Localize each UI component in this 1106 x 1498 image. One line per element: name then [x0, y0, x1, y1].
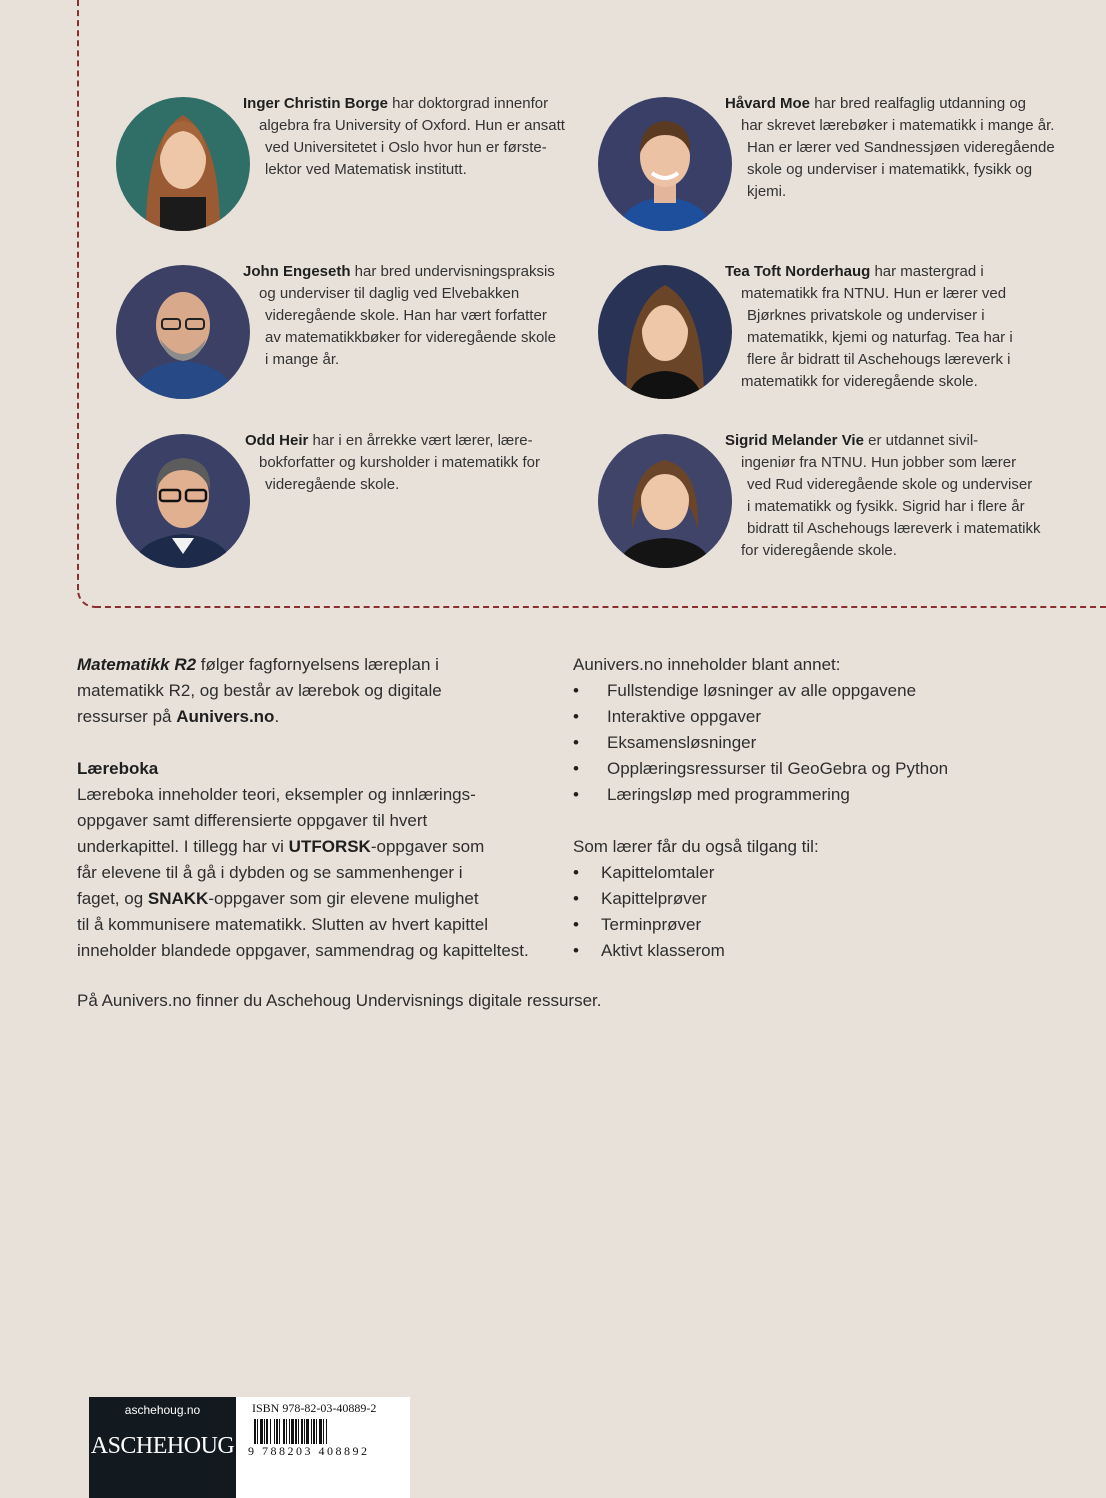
list-item: • Læringsløp med programmering [573, 782, 948, 808]
list-item: • Aktivt klasserom [573, 938, 725, 964]
list-item: • Interaktive oppgaver [573, 704, 948, 730]
list-item: • Kapittelprøver [573, 886, 725, 912]
author-bio: John Engeseth har bred undervisningspraksis og underviser til daglig ved Elvebakken videregående skole. Han har vært forfatter av matematikkbøker for videregående skole i mange år. [243, 263, 556, 368]
intro-paragraph: Matematikk R2 følger fagfornyelsens læreplan i matematikk R2, og består av lærebok og digitale ressurser på Aunivers.no. [77, 655, 442, 726]
dashed-border-corner [77, 588, 99, 608]
laereboka-section: Læreboka Læreboka inneholder teori, eksempler og innlærings- oppgaver samt differensierte oppgaver til hvert underkapittel. I tillegg har vi UTFORSK-oppgaver som får elevene til å gå i dybden og se sammenhenger i faget, og SNAKK-oppgaver som gir elevene mulighet til å kommunisere matematikk. Slutten av hvert kapittel inneholder blandede oppgaver, sammendrag og kapitteltest. [77, 756, 529, 964]
isbn-digits: 9 788203 408892 [248, 1444, 370, 1458]
author-photo [598, 97, 732, 231]
list-item: • Kapittelomtaler [573, 860, 725, 886]
aunivers-list [573, 678, 948, 808]
teacher-intro: Som lærer får du også tilgang til: [573, 837, 819, 856]
author-photo [116, 434, 250, 568]
author-bio: Håvard Moe har bred realfaglig utdanning og har skrevet lærebøker i matematikk i mange år. Han er lærer ved Sandnessjøen videregående skole og underviser i matematikk, fysikk og kjemi. [725, 95, 1055, 200]
dashed-border-bottom [95, 606, 1106, 608]
list-item: • Opplæringsressurser til GeoGebra og Python [573, 756, 948, 782]
author-bio: Odd Heir har i en årrekke vært lærer, lære- bokforfatter og kursholder i matematikk for videregående skole. [245, 432, 540, 493]
author-bio: Tea Toft Norderhaug har mastergrad i matematikk fra NTNU. Hun er lærer ved Bjørknes privatskole og underviser i matematikk, kjemi og naturfag. Tea har i flere år bidratt til Aschehougs læreverk i matematikk for videregående skole. [725, 263, 1013, 390]
aunivers-intro: Aunivers.no inneholder blant annet: [573, 655, 841, 674]
isbn-block [236, 1397, 410, 1498]
publisher-logo: ASCHEHOUG [90, 1433, 235, 1459]
author-photo [116, 97, 250, 231]
list-item: • Terminprøver [573, 912, 725, 938]
isbn-label: ISBN 978-82-03-40889-2 [252, 1401, 377, 1415]
dashed-border-left [77, 0, 79, 590]
author-bio: Sigrid Melander Vie er utdannet sivil- ingeniør fra NTNU. Hun jobber som lærer ved Rud videregående skole og underviser i matematikk og fysikk. Sigrid har i flere år bidratt til Aschehougs læreverk i matematikk for videregående skole. [725, 432, 1041, 559]
author-photo [598, 434, 732, 568]
section-heading: Læreboka [77, 759, 159, 778]
footer-text: På Aunivers.no finner du Aschehoug Undervisnings digitale ressurser. [77, 991, 602, 1010]
teacher-list [573, 860, 725, 964]
list-item: • Fullstendige løsninger av alle oppgavene [573, 678, 948, 704]
author-bio: Inger Christin Borge har doktorgrad innenfor algebra fra University of Oxford. Hun er ansatt ved Universitetet i Oslo hvor hun er første- lektor ved Matematisk institutt. [243, 95, 565, 178]
publisher-block [89, 1397, 236, 1498]
list-item: • Eksamensløsninger [573, 730, 948, 756]
publisher-site[interactable]: aschehoug.no [124, 1403, 201, 1417]
author-photo [598, 265, 732, 399]
author-photo [116, 265, 250, 399]
